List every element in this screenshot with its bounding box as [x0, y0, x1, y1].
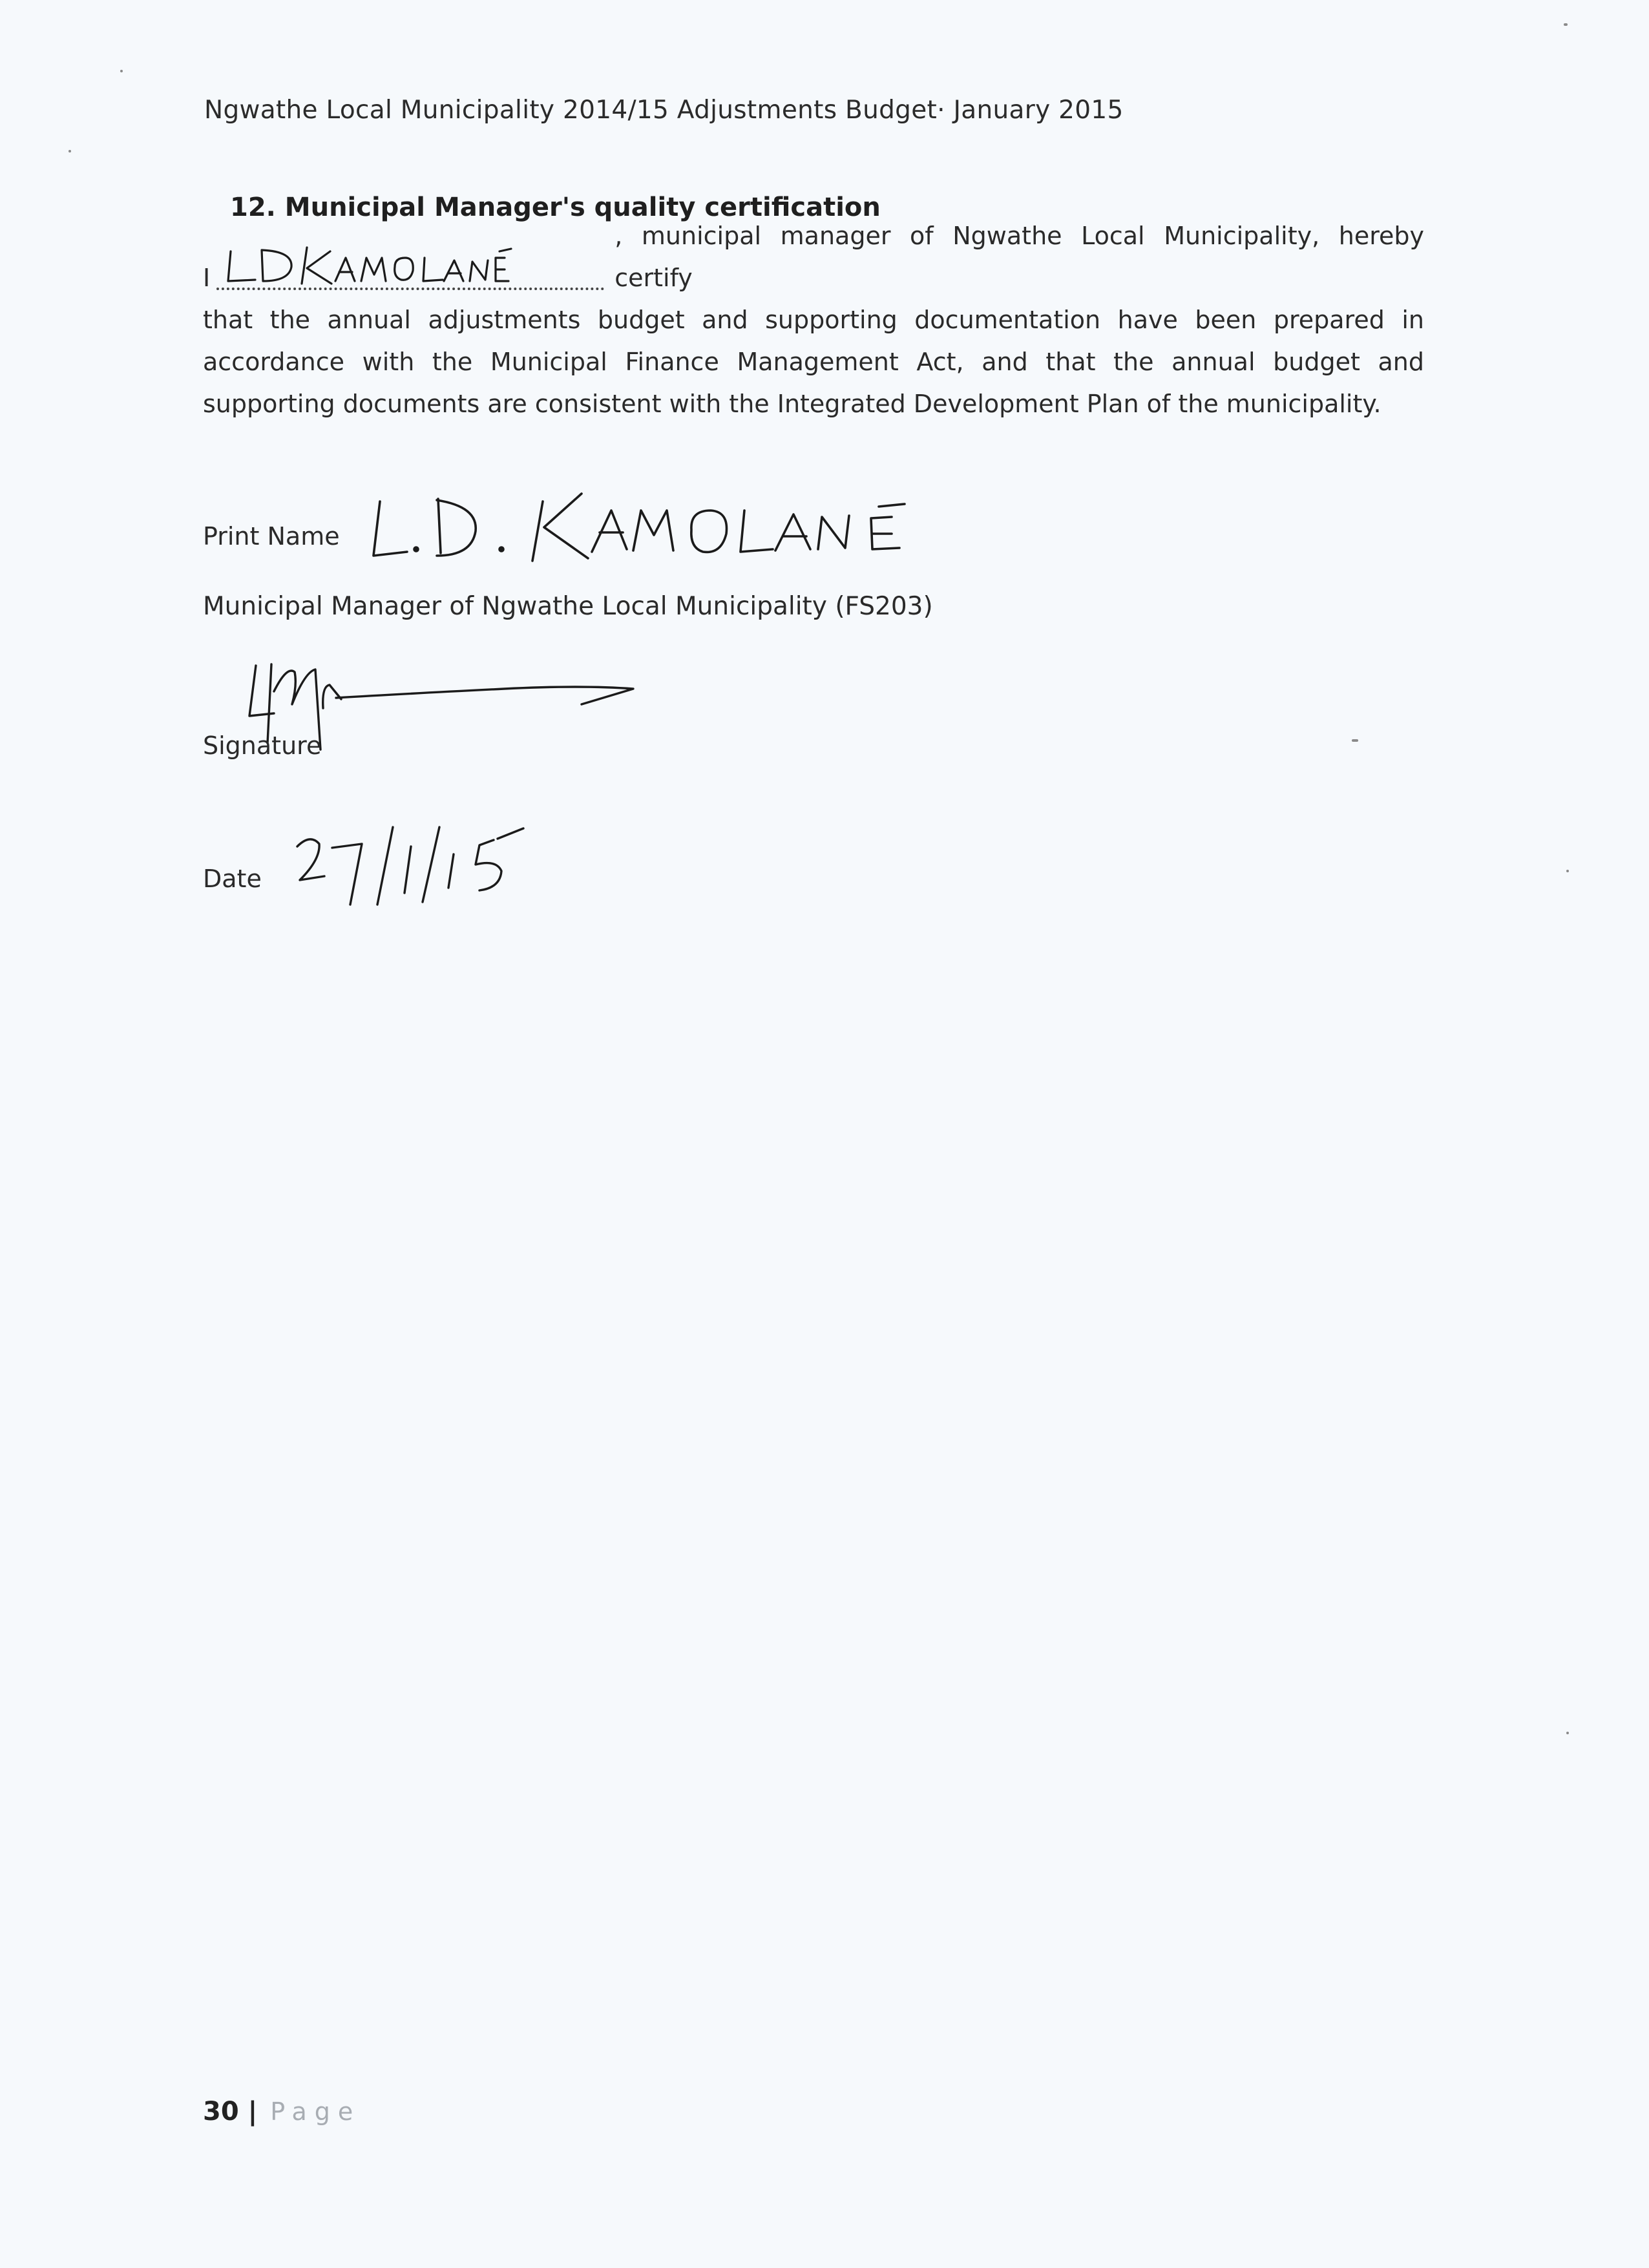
certification-line1-rest: , municipal manager of Ngwathe Local Municipality, hereby certify — [614, 222, 1424, 292]
handwritten-name-ink — [216, 238, 604, 290]
scan-speck — [1566, 870, 1569, 872]
certification-body: that the annual adjustments budget and supporting documentation have been prepared in accordance with the Municipal Finance Management Act, and that the annual budget and supporting documents are consistent with the Integrated Development Plan of the municipality. — [203, 306, 1424, 418]
document-header: Ngwathe Local Municipality 2014/15 Adjustments Budget· January 2015 — [204, 96, 1124, 125]
signature-label: Signature — [203, 731, 322, 760]
page-footer — [203, 2097, 361, 2126]
page-separator: | — [247, 2097, 258, 2126]
print-name-handwritten — [362, 485, 982, 571]
date-handwritten — [284, 808, 607, 920]
print-name-ink — [362, 485, 982, 569]
page-number: 30 — [203, 2097, 239, 2126]
section-title: 12. Municipal Manager's quality certification — [230, 193, 881, 222]
certification-paragraph — [203, 222, 1424, 425]
scan-speck — [1564, 23, 1568, 26]
scan-speck — [1352, 739, 1358, 742]
scan-speck — [68, 150, 71, 152]
handwritten-name-field — [216, 242, 604, 290]
certification-first-line — [203, 222, 1424, 299]
date-ink — [284, 808, 607, 918]
role-statement: Municipal Manager of Ngwathe Local Municipality (FS203) — [203, 592, 933, 621]
page-word: Page — [270, 2097, 361, 2126]
scan-speck — [120, 70, 123, 72]
certification-lead: I — [203, 264, 211, 292]
print-name-label: Print Name — [203, 522, 340, 551]
scan-speck — [1566, 1732, 1569, 1734]
date-label: Date — [203, 865, 262, 893]
